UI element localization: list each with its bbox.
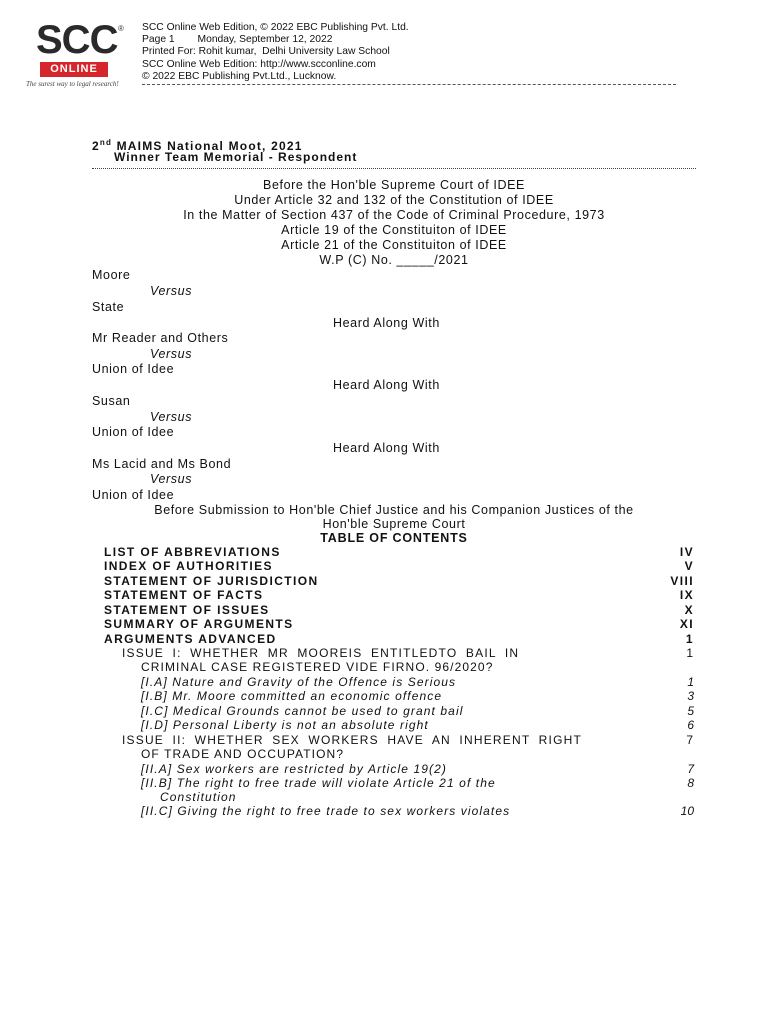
toc-entry-label: SUMMARY OF ARGUMENTS [104, 617, 294, 631]
case-number: W.P (C) No. _____/2021 [319, 253, 469, 267]
toc-heading: TABLE OF CONTENTS [320, 531, 468, 545]
toc-sub-label: [I.A] Nature and Gravity of the Offence is Serious [141, 675, 457, 689]
court-line: Before the Hon'ble Supreme Court of IDEE [263, 178, 525, 192]
heard-along-label: Heard Along With [333, 316, 440, 330]
toc-sub-label: [I.D] Personal Liberty is not an absolute right [141, 718, 429, 732]
toc-issue-label: ISSUE II: WHETHER SEX WORKERS HAVE AN INHERENT RIGHT [122, 733, 583, 747]
toc-sub-entry[interactable] [0, 704, 768, 719]
toc-entry-page: IV [679, 545, 694, 559]
toc-entry[interactable] [0, 603, 768, 618]
toc-entry[interactable] [0, 617, 768, 632]
toc-sub-entry[interactable] [0, 718, 768, 733]
respondent-name: Union of Idee [92, 488, 175, 502]
toc-sub-entry[interactable] [0, 689, 768, 704]
toc-sub-continuation: Constitution [160, 790, 237, 804]
toc-sub-label: [II.C] Giving the right to free trade to sex workers violates [141, 804, 511, 818]
toc-entry-label: INDEX OF AUTHORITIES [104, 559, 273, 573]
toc-entry-label: ARGUMENTS ADVANCED [104, 632, 277, 646]
toc-entry-label: STATEMENT OF FACTS [104, 588, 264, 602]
toc-entry[interactable] [0, 559, 768, 574]
toc-issue-continuation: CRIMINAL CASE REGISTERED VIDE FIRNO. 96/2020? [141, 660, 494, 674]
submission-line: Hon'ble Supreme Court [322, 517, 466, 531]
header-divider [142, 84, 676, 85]
petitioner-name: Moore [92, 268, 131, 282]
court-line: In the Matter of Section 437 of the Code of Criminal Procedure, 1973 [183, 208, 605, 222]
toc-entry-page: X [684, 603, 694, 617]
heard-along-label: Heard Along With [333, 378, 440, 392]
petitioner-name: Susan [92, 394, 131, 408]
toc-entry-page: 1 [686, 646, 694, 660]
toc-entry-page: 6 [687, 718, 694, 732]
toc-entry-page: 8 [687, 776, 694, 790]
header-line: SCC Online Web Edition, © 2022 EBC Publishing Pvt. Ltd. [142, 22, 409, 33]
toc-entry-page: 1 [687, 675, 694, 689]
print-header [142, 22, 409, 83]
header-line: Page 1 Monday, September 12, 2022 [142, 34, 333, 46]
toc-sub-entry[interactable] [0, 762, 768, 777]
title-text: MAIMS National Moot, 2021 [112, 139, 303, 153]
header-line: © 2022 EBC Publishing Pvt.Ltd., Lucknow. [142, 70, 337, 82]
respondent-name: Union of Idee [92, 362, 175, 376]
court-line: Under Article 32 and 132 of the Constitution of IDEE [234, 193, 554, 207]
versus-label: Versus [150, 284, 193, 298]
submission-line: Before Submission to Hon'ble Chief Justice and his Companion Justices of the [154, 503, 634, 517]
toc-entry-page: 3 [687, 689, 694, 703]
toc-entry-page: V [684, 559, 694, 573]
toc-entry-page: VIII [670, 574, 694, 588]
versus-label: Versus [150, 347, 193, 361]
logo-registered-mark: ® [118, 24, 124, 33]
toc-sub-label: [II.A] Sex workers are restricted by Article 19(2) [141, 762, 447, 776]
court-line: Article 19 of the Constituiton of IDEE [281, 223, 507, 237]
header-line: Printed For: Rohit kumar, Delhi University Law School [142, 46, 390, 58]
toc-entry-page: 7 [686, 733, 694, 747]
toc-entry-page: 5 [687, 704, 694, 718]
title-number: 2 [92, 139, 100, 153]
toc-entry[interactable] [0, 574, 768, 589]
toc-entry-page: 7 [687, 762, 694, 776]
respondent-name: Union of Idee [92, 425, 175, 439]
scc-online-logo [26, 20, 134, 92]
title-divider [92, 168, 696, 169]
petitioner-name: Ms Lacid and Ms Bond [92, 457, 232, 471]
title-ordinal: nd [99, 138, 113, 147]
toc-entry[interactable] [0, 588, 768, 603]
toc-entry-page: 10 [680, 804, 694, 818]
toc-entry-label: STATEMENT OF JURISDICTION [104, 574, 319, 588]
toc-sub-entry[interactable] [0, 804, 768, 819]
doc-subtitle: Winner Team Memorial - Respondent [114, 150, 358, 164]
toc-issue-continuation: OF TRADE AND OCCUPATION? [141, 747, 345, 761]
court-line: Article 21 of the Constituiton of IDEE [281, 238, 507, 252]
toc-sub-entry[interactable] [0, 675, 768, 690]
heard-along-label: Heard Along With [333, 441, 440, 455]
respondent-name: State [92, 300, 125, 314]
logo-online-badge: ONLINE [40, 62, 108, 77]
toc-issue-entry[interactable] [0, 646, 768, 661]
toc-entry-page: 1 [685, 632, 694, 646]
toc-sub-entry[interactable] [0, 776, 768, 791]
logo-brand: SCC [36, 18, 118, 62]
toc-entry[interactable] [0, 545, 768, 560]
toc-issue-label: ISSUE I: WHETHER MR MOOREIS ENTITLEDTO BAIL IN [122, 646, 520, 660]
toc-entry-page: IX [679, 588, 694, 602]
toc-sub-label: [I.B] Mr. Moore committed an economic offence [141, 689, 443, 703]
header-line: SCC Online Web Edition: http://www.scconline.com [142, 58, 376, 70]
toc-sub-label: [I.C] Medical Grounds cannot be used to grant bail [141, 704, 464, 718]
logo-tagline: The surest way to legal research! [26, 80, 119, 88]
versus-label: Versus [150, 472, 193, 486]
toc-entry-label: LIST OF ABBREVIATIONS [104, 545, 281, 559]
toc-sub-label: [II.B] The right to free trade will violate Article 21 of the [141, 776, 496, 790]
versus-label: Versus [150, 410, 193, 424]
toc-entry[interactable] [0, 632, 768, 647]
toc-entry-page: XI [679, 617, 694, 631]
toc-issue-entry[interactable] [0, 733, 768, 748]
petitioner-name: Mr Reader and Others [92, 331, 229, 345]
toc-entry-label: STATEMENT OF ISSUES [104, 603, 270, 617]
